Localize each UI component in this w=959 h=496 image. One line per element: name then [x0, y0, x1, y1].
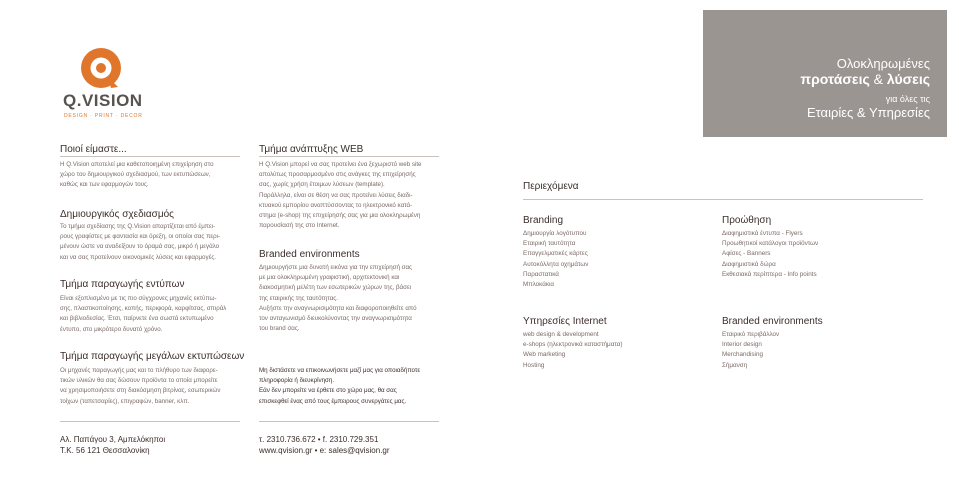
promo-title: Προώθηση — [722, 215, 772, 226]
text-line: Το τμήμα σχεδίασης της Q.Vision απαρτίζεται από έμπει- — [60, 223, 216, 230]
list-item: web design & development — [523, 331, 599, 338]
text-line: επισκεφθεί ένας από τους έμπειρους συνεργάτες μας. — [259, 397, 407, 405]
hero-amp: & — [869, 71, 887, 87]
web-title: Τμήμα ανάπτυξης WEB — [259, 144, 364, 155]
text-line: έντυπο, στο μικρότερο δυνατό χρόνο. — [60, 325, 163, 333]
list-item: Προωθητικοί κατάλογοι προϊόντων — [722, 240, 819, 248]
list-item: e-shops (ηλεκτρονικά καταστήματα) — [523, 341, 623, 349]
design-text — [60, 222, 220, 263]
text-line: Είναι εξοπλισμένο με τις πιο σύγχρονες μηχανές εκτύπω- — [60, 295, 217, 302]
who-title: Ποιοί είμαστε... — [60, 144, 127, 155]
hero-bold2: λύσεις — [886, 71, 930, 87]
list-item: Hosting — [523, 361, 545, 369]
hero-line4: Εταιρίες & Υπηρεσίες — [806, 105, 930, 120]
divider — [60, 421, 240, 422]
hero-line3: για όλες τις — [885, 94, 930, 104]
web-link[interactable]: www.qvision.gr • e: sales@qvision.gr — [259, 446, 390, 455]
text-line: χώρο του δημιουργικού σχεδιασμού, των εκτυπώσεων, — [60, 171, 211, 179]
list-item: Interior design — [722, 341, 762, 349]
contents-title: Περιεχόμενα — [523, 181, 579, 192]
list-item: Αυτοκόλλητα οχημάτων — [523, 260, 589, 268]
branding-title: Branding — [523, 215, 564, 226]
phone-line: τ. 2310.736.672 • f. 2310.729.351 — [259, 435, 379, 444]
text-line: Η Q.Vision αποτελεί μια καθετοποιημένη επιχείρηση στο — [60, 161, 214, 168]
hero-bold1: προτάσεις — [800, 71, 870, 87]
env-list — [722, 330, 779, 371]
hero-line2 — [700, 71, 930, 87]
text-line: Εάν δεν μπορείτε να έρθετε στο χώρο μας, θα σας — [259, 387, 397, 395]
text-line: απολύτως προσαρμοσμένο στις ανάγκες της επιχείρησής — [259, 171, 416, 179]
contact-text — [259, 366, 420, 407]
text-line: τοίχων (ταπετσαρίες), επιγραφών, banner, κλπ. — [60, 397, 190, 405]
text-line: Αυξήστε την αναγνωρισιμότητα και διαφοροποιηθείτε από — [259, 304, 417, 312]
list-item: Επαγγελματικές κάρτες — [523, 250, 588, 258]
text-line: σας, χωρίς χρήση έτοιμων λύσεων (template). — [259, 181, 385, 189]
text-line: Οι μηχανές παραγωγής μας και το πλήθυρο των διαφορε- — [60, 367, 218, 374]
list-item: Παραστατικά — [523, 270, 559, 278]
internet-title: Υπηρεσίες Internet — [523, 316, 607, 327]
text-line: τικών υλικών θα σας δώσουν προϊόντα το οποία μπορείτε — [60, 377, 218, 385]
text-line: πληροφορία ή διευκρίνηση. — [259, 377, 335, 385]
text-line: παρουσίασή της στο Internet. — [259, 222, 340, 230]
list-item: Εταιρικό περιβάλλον — [722, 331, 780, 338]
large-print-text — [60, 366, 220, 407]
text-line: κτυακού εμπορίου αναπτύσσοντας το ηλεκτρονικό κατά- — [259, 201, 413, 209]
list-item: Διαφημιστικά έντυπα - Flyers — [722, 230, 803, 237]
print-text — [60, 294, 226, 335]
branding-list — [523, 229, 588, 290]
footer-address — [60, 434, 165, 456]
brand-name: Q.VISION — [63, 91, 143, 110]
env-title: Branded environments — [722, 316, 823, 327]
internet-list — [523, 330, 622, 371]
branded-text — [259, 263, 417, 334]
list-item: Δημιουργία λογότυπου — [523, 230, 587, 237]
text-line: με μια ολοκληρωμένη γραφιστική, αρχιτεκτονική και — [259, 274, 400, 282]
text-line: στημα (e-shop) της επιχείρησής σας για μια ολοκληρωμένη — [259, 212, 421, 220]
design-title: Δημιουργικός σχεδιασμός — [60, 209, 174, 220]
text-line: της εταιρικής της ταυτότητας. — [259, 294, 339, 302]
list-item: Εκθεσιακά περίπτερα - Info points — [722, 270, 817, 278]
divider — [259, 421, 439, 422]
text-line: Η Q.Vision μπορεί να σας προτείνει ένα ξεχωριστό web site — [259, 161, 422, 168]
list-item: Αφίσες - Banners — [722, 250, 771, 258]
large-print-title: Τμήμα παραγωγής μεγάλων εκτυπώσεων — [60, 351, 245, 362]
text-line: μένουν ώστε να αναδείξουν το όραμά σας, μικρό ή μεγάλο — [60, 243, 220, 251]
divider — [523, 199, 923, 200]
promo-list — [722, 229, 818, 280]
text-line: διακοσμητική μελέτη των εσωτερικών χώρων της, βάσει — [259, 284, 412, 292]
text-line: και να σας προτείνουν οικονομικές λύσεις και εφαρμογές. — [60, 253, 217, 261]
text-line: σης, πλαστικοποίησης, κοπής, περιφορά, καρφίτσας, σπιράλ — [60, 305, 227, 313]
list-item: Μπλοκάκια — [523, 281, 555, 289]
divider — [60, 156, 240, 157]
text-line: του brand σας. — [259, 325, 300, 333]
text-line: Μη διστάσετε να επικοινωνήσετε μαζί μας για οποιαδήποτε — [259, 367, 421, 374]
address-line: Αλ. Παπάγου 3, Αμπελόκηποι — [60, 435, 166, 444]
list-item: Εταιρική ταυτότητα — [523, 240, 576, 248]
web-text — [259, 160, 422, 231]
footer-contact — [259, 434, 390, 456]
hero-text — [700, 56, 930, 120]
text-line: Παράλληλα, είναι σε θέση να σας προτείνει λύσεις διαδι- — [259, 191, 413, 199]
text-line: και βιβλιοδεσίας. Έτσι, παίρνετε ένα σωστά εκτυπωμένο — [60, 315, 214, 323]
address-line: Τ.Κ. 56 121 Θεσσαλονίκη — [60, 446, 150, 455]
list-item: Merchandising — [722, 351, 763, 359]
list-item: Σήμανση — [722, 361, 748, 369]
text-line: τον ανταγωνισμό διευκολύνοντας την αναγνωρισιμότητα — [259, 315, 412, 323]
text-line: Δημιουργήστε μια δυνατή εικόνα για την επιχείρησή σας — [259, 264, 413, 271]
divider — [259, 156, 439, 157]
hero-line1: Ολοκληρωμένες — [836, 56, 930, 71]
branded-title: Branded environments — [259, 249, 360, 260]
text-line: να χρησιμοποιήσετε στη διακόσμηση βιτρίνας, εσωτερικών — [60, 387, 221, 395]
who-text — [60, 160, 214, 191]
brand-tagline: DESIGN · PRINT · DECOR — [64, 113, 143, 119]
list-item: Διαφημιστικά δώρα — [722, 260, 776, 268]
print-title: Τμήμα παραγωγής εντύπων — [60, 279, 185, 290]
text-line: ρους γραφίστες με φαντασία και όρεξη, οι οποίοι σας περι- — [60, 233, 221, 241]
text-line: καθώς και των εφαρμογών τους. — [60, 181, 149, 189]
list-item: Web marketing — [523, 351, 566, 359]
